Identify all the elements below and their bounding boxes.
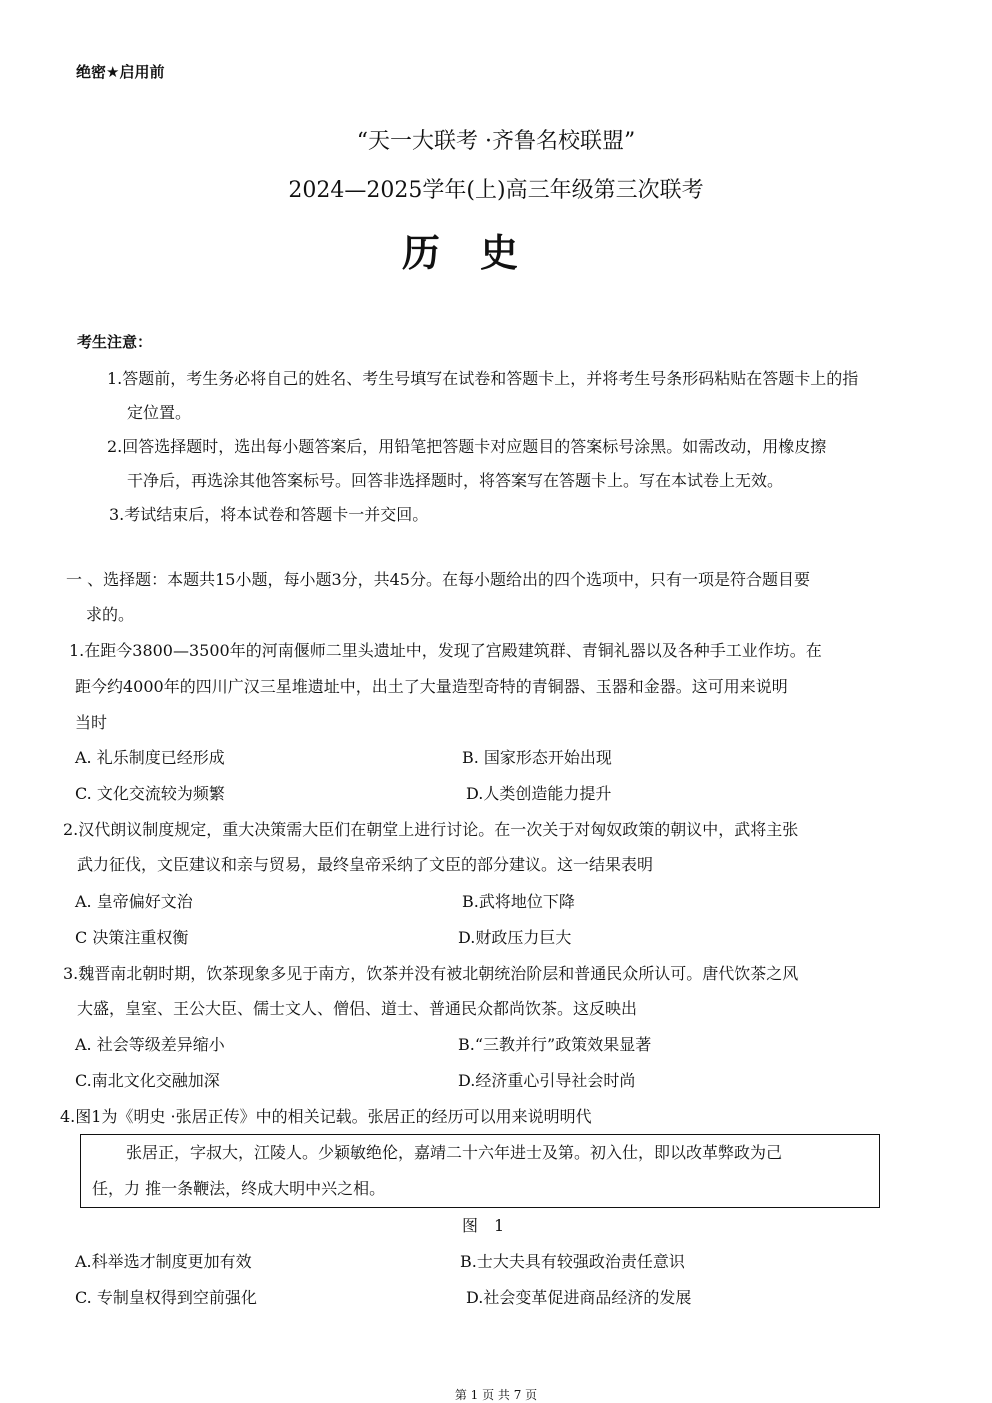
question-2-option-d: D.财政压力巨大 [458,928,572,947]
question-2-stem-line2: 武力征伐，文臣建议和亲与贸易，最终皇帝采纳了文臣的部分建议。这一结果表明 [77,855,654,874]
figure-1-quote-line1: 张居正，字叔大，江陵人。少颖敏绝伦，嘉靖二十六年进士及第。初入仕，即以改革弊政为己 [126,1143,783,1162]
figure-1-quote-line2: 任，力 推一条鞭法，终成大明中兴之相。 [92,1179,386,1198]
question-1-option-c: C. 文化交流较为频繁 [75,784,225,803]
section-heading: 一 、选择题：本题共15小题，每小题3分，共45分。在每小题给出的四个选项中，只有一项是符合题目要 [66,570,810,589]
question-3-option-a: A. 社会等级差异缩小 [75,1035,225,1054]
question-1-option-b: B. 国家形态开始出现 [462,748,612,767]
figure-1-caption: 图 1 [462,1216,505,1235]
question-2-option-c: C 决策注重权衡 [75,928,189,947]
question-2-stem-line1: 2.汉代朗议制度规定，重大决策需大臣们在朝堂上进行讨论。在一次关于对匈奴政策的朝议中，武将主张 [63,820,799,839]
section-heading-cont: 求的。 [86,605,135,624]
question-4-stem: 4.图1为《明史 ·张居正传》中的相关记载。张居正的经历可以用来说明明代 [60,1107,592,1126]
question-3-stem-line1: 3.魏晋南北朝时期，饮茶现象多见于南方，饮茶并没有被北朝统治阶层和普通民众所认可。唐代饮茶之风 [63,964,799,983]
notice-item-2: 2.回答选择题时，选出每小题答案后，用铅笔把答题卡对应题目的答案标号涂黑。如需改动，用橡皮擦 [107,437,827,456]
exam-alliance-title: “天一大联考 ·齐鲁名校联盟” [356,129,636,154]
question-1-option-a: A. 礼乐制度已经形成 [75,748,225,767]
notice-title: 考生注意： [77,333,153,351]
question-3-option-b: B.“三教并行”政策效果显著 [458,1035,652,1054]
question-2-option-b: B.武将地位下降 [462,892,575,911]
notice-item-3: 3.考试结束后，将本试卷和答题卡一并交回。 [109,505,429,524]
question-1-option-d: D.人类创造能力提升 [466,784,612,803]
question-3-stem-line2: 大盛，皇室、王公大臣、儒士文人、僧侣、道士、普通民众都尚饮茶。这反映出 [77,999,638,1018]
question-1-stem-line2: 距今约4000年的四川广汉三星堆遗址中，出土了大量造型奇特的青铜器、玉器和金器。这可用来说明 [75,677,788,696]
notice-item-1-cont: 定位置。 [127,403,192,422]
question-4-option-a: A.科举选才制度更加有效 [75,1252,252,1271]
question-1-stem-line3: 当时 [75,713,108,732]
page-number: 第 1 页 共 7 页 [454,1388,538,1402]
notice-item-2-cont: 干净后，再选涂其他答案标号。回答非选择题时，将答案写在答题卡上。写在本试卷上无效。 [127,471,784,490]
question-4-option-c: C. 专制皇权得到空前强化 [75,1288,257,1307]
exam-session-title: 2024—2025学年(上)高三年级第三次联考 [288,178,704,203]
question-4-option-b: B.士大夫具有较强政治责任意识 [460,1252,685,1271]
question-1-stem-line1: 1.在距今3800—3500年的河南偃师二里头遗址中，发现了宫殿建筑群、青铜礼器以及各种手工业作坊。在 [69,641,822,660]
question-3-option-d: D.经济重心引导社会时尚 [458,1071,636,1090]
question-2-option-a: A. 皇帝偏好文治 [75,892,193,911]
notice-item-1: 1.答题前，考生务必将自己的姓名、考生号填写在试卷和答题卡上，并将考生号条形码粘贴在答题卡上的指 [107,369,859,388]
question-3-option-c: C.南北文化交融加深 [75,1071,220,1090]
subject-title: 历史 [401,231,558,275]
confidential-mark: 绝密★启用前 [76,63,165,81]
question-4-option-d: D.社会变革促进商品经济的发展 [466,1288,692,1307]
